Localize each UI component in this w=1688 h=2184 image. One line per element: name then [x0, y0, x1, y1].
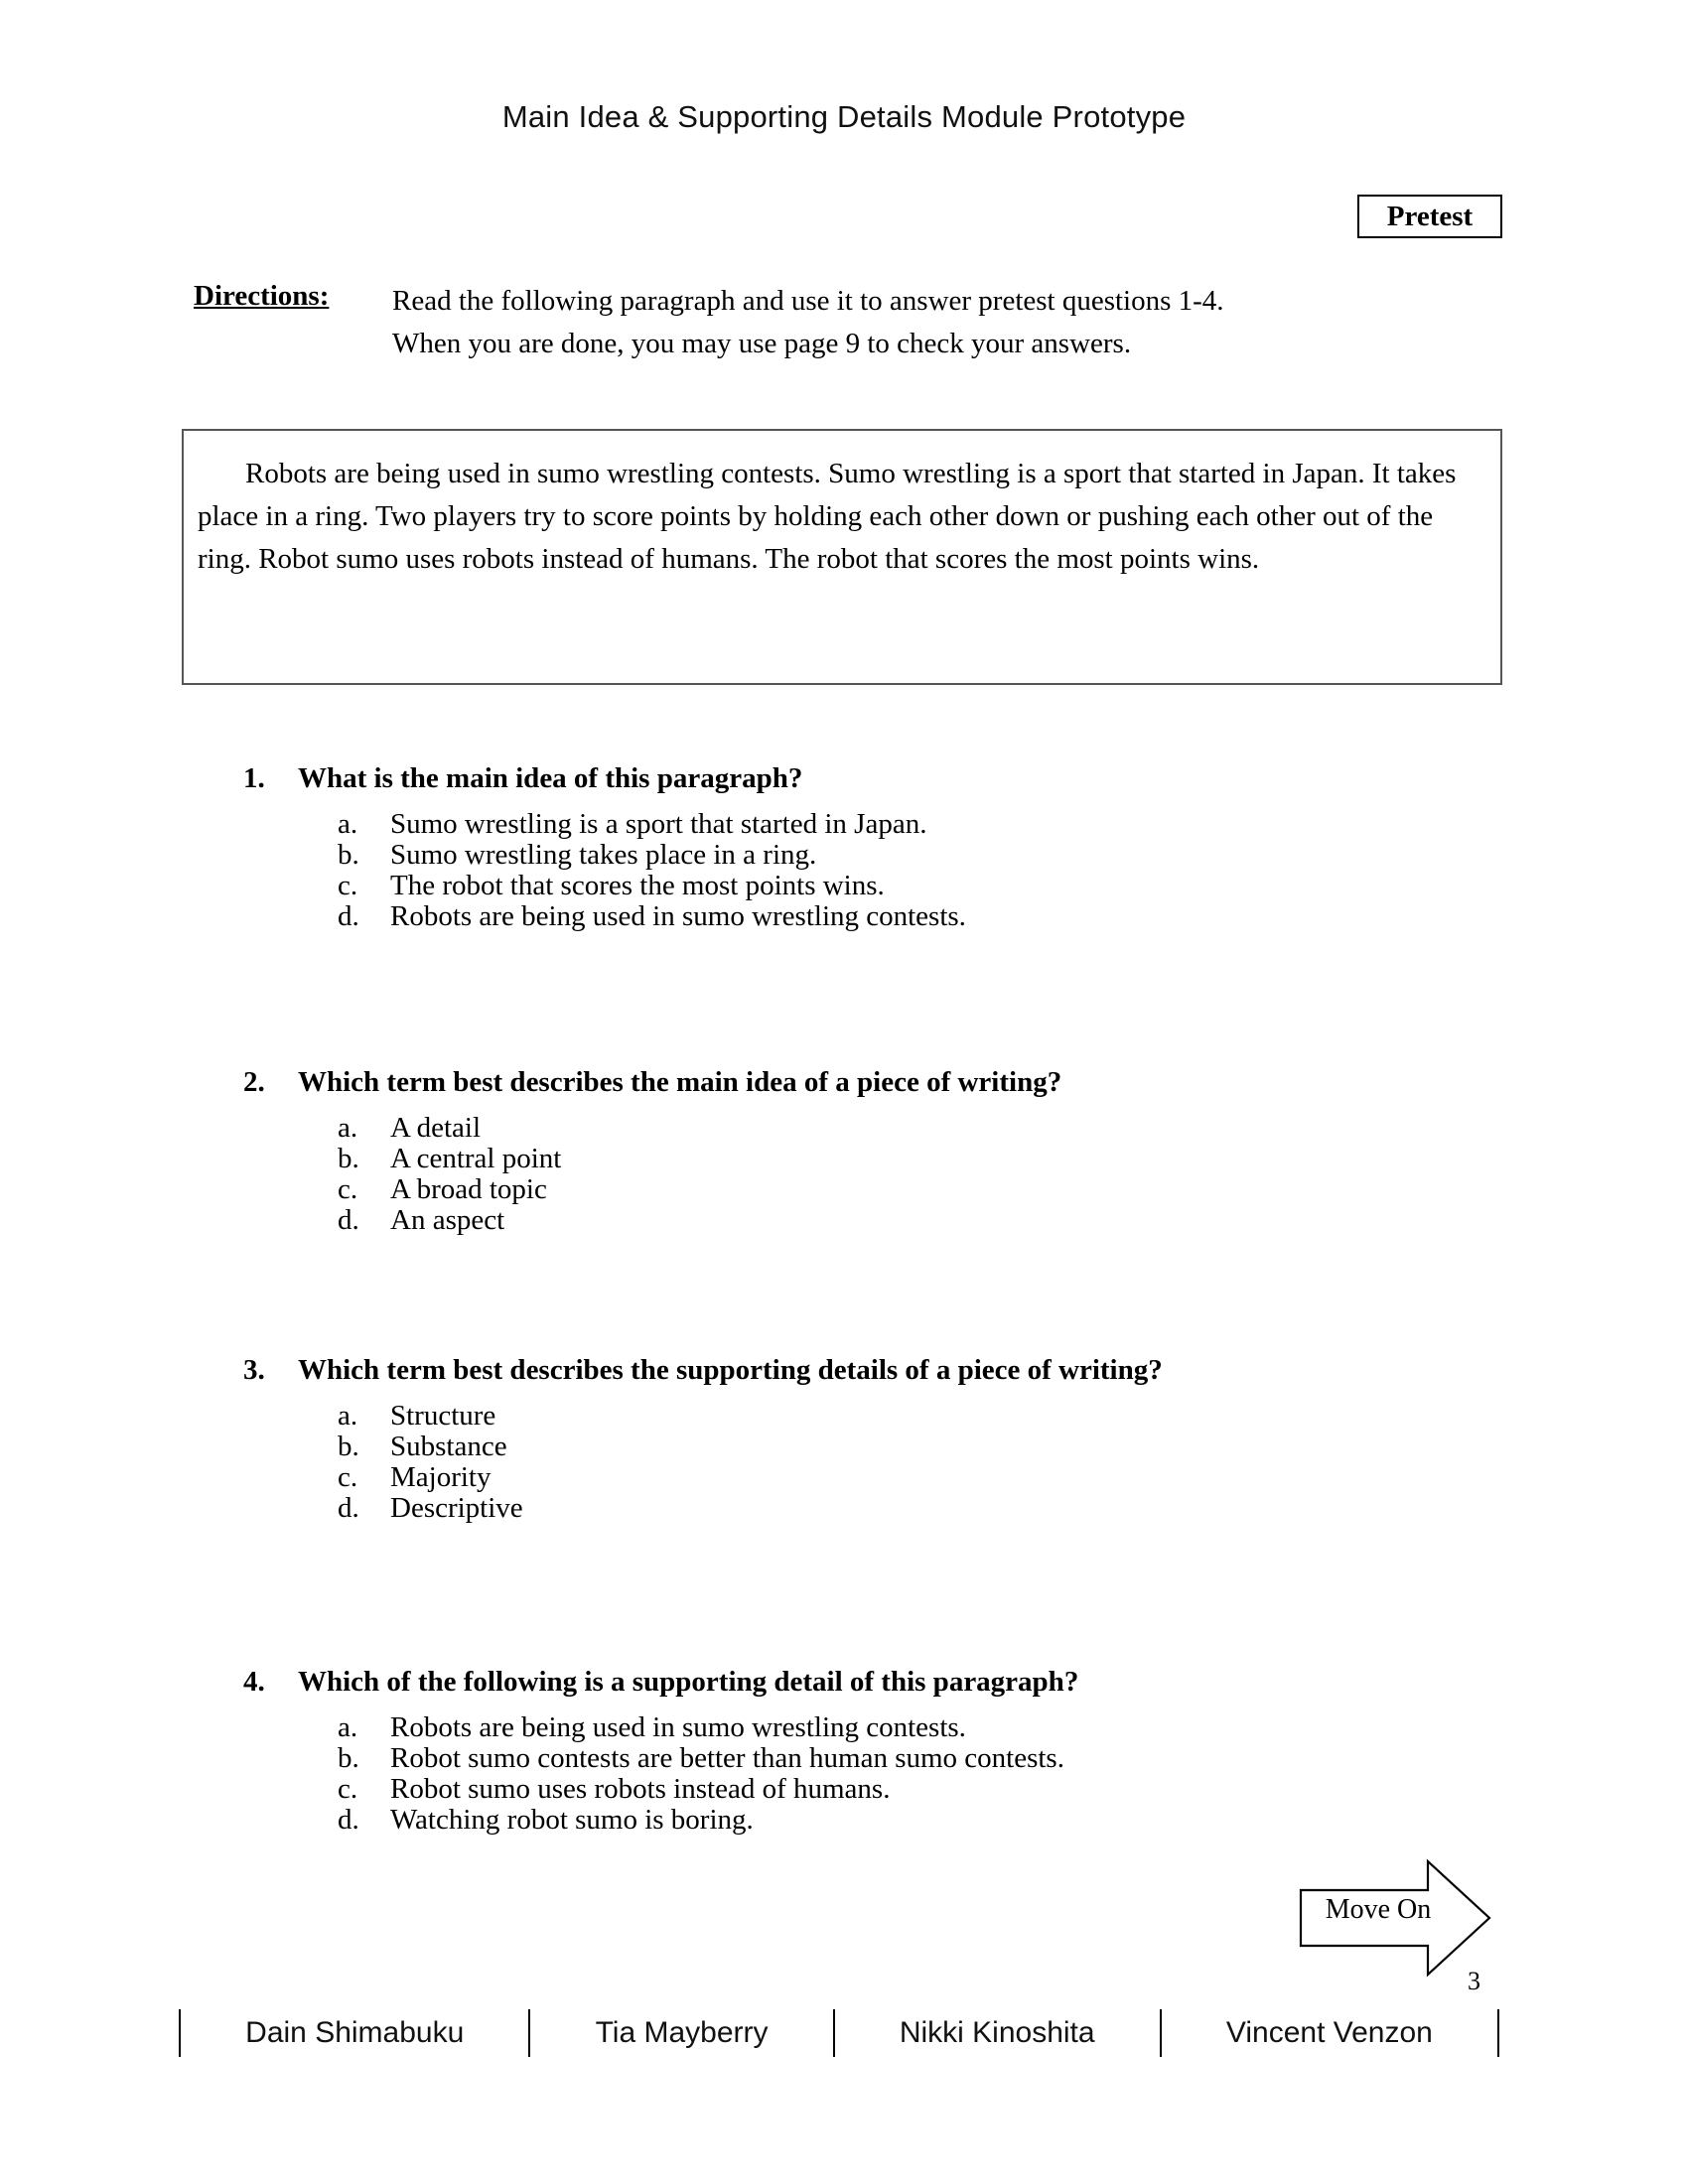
question-text: Which of the following is a supporting detail of this paragraph? — [298, 1666, 1079, 1698]
question-heading — [243, 1666, 1484, 1706]
choice-c[interactable] — [243, 870, 1484, 900]
pretest-badge — [1357, 195, 1502, 238]
choice-a[interactable] — [243, 1711, 1484, 1742]
question-heading — [243, 1066, 1484, 1106]
question-number: 4. — [243, 1666, 265, 1698]
question-text: What is the main idea of this paragraph? — [298, 762, 803, 794]
choice-text: A broad topic — [390, 1173, 547, 1205]
choice-a[interactable] — [243, 1112, 1484, 1143]
choice-text: An aspect — [390, 1204, 505, 1236]
question-4 — [243, 1666, 1484, 1835]
page-number: 3 — [1468, 1967, 1480, 1995]
choice-text: Sumo wrestling takes place in a ring. — [390, 839, 817, 871]
choice-letter: d. — [338, 900, 359, 932]
choice-letter: d. — [338, 1804, 359, 1836]
choice-text: Robot sumo uses robots instead of humans. — [390, 1773, 891, 1805]
choice-letter: d. — [338, 1492, 359, 1524]
choice-letter: c. — [338, 1773, 358, 1805]
question-heading — [243, 762, 1484, 802]
choice-letter: b. — [338, 1742, 359, 1774]
question-text: Which term best describes the main idea of a piece of writing? — [298, 1066, 1062, 1098]
choice-list — [243, 1711, 1484, 1835]
passage-text: Robots are being used in sumo wrestling contests. Sumo wrestling is a sport that started in Japan. It takes place in a ring. Two players try to score points by holding each other down or pushing each other out of the ring. Robot sumo uses robots instead of humans. The robot that scores the most points wins. — [198, 458, 1457, 575]
choice-letter: c. — [338, 870, 358, 901]
choice-c[interactable] — [243, 1773, 1484, 1804]
choice-c[interactable] — [243, 1173, 1484, 1204]
choice-b[interactable] — [243, 1143, 1484, 1173]
choice-letter: d. — [338, 1204, 359, 1236]
footer-author-1: Dain Shimabuku — [245, 2016, 465, 2049]
choice-d[interactable] — [243, 1204, 1484, 1235]
question-heading — [243, 1354, 1484, 1394]
footer-author-4: Vincent Venzon — [1225, 2016, 1433, 2049]
footer-author-2: Tia Mayberry — [595, 2016, 769, 2049]
choice-d[interactable] — [243, 1492, 1484, 1523]
move-on-label: Move On — [1325, 1894, 1432, 1925]
choice-list — [243, 1400, 1484, 1523]
choice-text: Sumo wrestling is a sport that started in Japan. — [390, 808, 927, 840]
choice-b[interactable] — [243, 1431, 1484, 1461]
choice-list — [243, 808, 1484, 931]
choice-letter: a. — [338, 1711, 358, 1743]
directions-line-2: When you are done, you may use page 9 to check your answers. — [392, 328, 1132, 359]
choice-text: Robots are being used in sumo wrestling contests. — [390, 1711, 966, 1743]
choice-text: Structure — [390, 1400, 496, 1432]
directions-line-1: Read the following paragraph and use it to answer pretest questions 1-4. — [392, 285, 1224, 317]
choice-letter: b. — [338, 1143, 359, 1174]
choice-letter: a. — [338, 1112, 358, 1144]
choice-letter: c. — [338, 1461, 358, 1493]
directions-label: Directions: — [194, 280, 330, 312]
question-number: 3. — [243, 1354, 265, 1386]
choice-text: The robot that scores the most points wins. — [390, 870, 885, 901]
footer-author-3: Nikki Kinoshita — [899, 2016, 1095, 2049]
page-title: Main Idea & Supporting Details Module Prototype — [501, 99, 1187, 134]
choice-letter: c. — [338, 1173, 358, 1205]
footer-authors — [179, 2007, 1499, 2059]
question-number: 1. — [243, 762, 265, 794]
choice-text: A detail — [390, 1112, 482, 1144]
choice-c[interactable] — [243, 1461, 1484, 1492]
choice-list — [243, 1112, 1484, 1235]
choice-text: Watching robot sumo is boring. — [390, 1804, 754, 1836]
choice-d[interactable] — [243, 900, 1484, 931]
choice-text: Robot sumo contests are better than human sumo contests. — [390, 1742, 1064, 1774]
choice-a[interactable] — [243, 1400, 1484, 1431]
question-number: 2. — [243, 1066, 265, 1098]
choice-b[interactable] — [243, 1742, 1484, 1773]
choice-letter: a. — [338, 808, 358, 840]
choice-letter: a. — [338, 1400, 358, 1432]
pretest-badge-label: Pretest — [1386, 200, 1474, 232]
choice-d[interactable] — [243, 1804, 1484, 1835]
choice-text: Robots are being used in sumo wrestling contests. — [390, 900, 966, 932]
passage-box — [182, 429, 1502, 685]
choice-b[interactable] — [243, 839, 1484, 870]
question-text: Which term best describes the supporting details of a piece of writing? — [298, 1354, 1163, 1386]
choice-letter: b. — [338, 1431, 359, 1462]
directions-text — [392, 280, 1475, 365]
question-1 — [243, 762, 1484, 931]
choice-a[interactable] — [243, 808, 1484, 839]
choice-text: Substance — [390, 1431, 507, 1462]
question-2 — [243, 1066, 1484, 1235]
choice-text: Majority — [390, 1461, 492, 1493]
choice-text: A central point — [390, 1143, 562, 1174]
choice-text: Descriptive — [390, 1492, 523, 1524]
question-3 — [243, 1354, 1484, 1523]
footer-divider — [1497, 2009, 1499, 2057]
choice-letter: b. — [338, 839, 359, 871]
